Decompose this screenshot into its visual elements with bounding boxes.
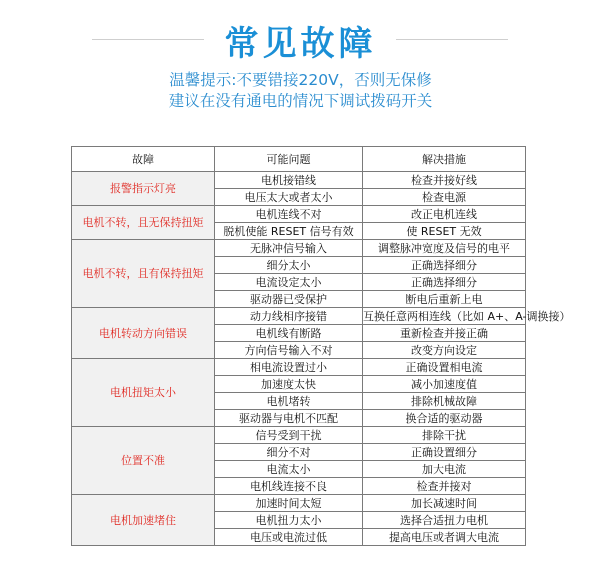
table-row [72,427,526,444]
notice-line-2: 建议在没有通电的情况下调试拨码开关 [168,92,433,110]
cause-cell: 电压或电流过低 [215,529,363,546]
notice-line-1: 温馨提示:不要错接220V，否则无保修 [169,71,432,89]
fault-cell: 电机不转，且有保持扭矩 [72,240,215,308]
solution-cell: 正确设置相电流 [363,359,526,376]
cause-cell: 驱动器已受保护 [215,291,363,308]
solution-cell: 检查并接好线 [363,172,526,189]
solution-cell: 减小加速度值 [363,376,526,393]
solution-cell: 调整脉冲宽度及信号的电平 [363,240,526,257]
solution-cell: 提高电压或者调大电流 [363,529,526,546]
fault-cell: 电机不转，且无保持扭矩 [72,206,215,240]
solution-cell: 检查电源 [363,189,526,206]
cause-cell: 电机接错线 [215,172,363,189]
solution-cell: 换合适的驱动器 [363,410,526,427]
fault-table-body [72,172,571,546]
fault-cell: 位置不准 [72,427,215,495]
cause-cell: 电机线连接不良 [215,478,363,495]
cause-cell: 信号受到干扰 [215,427,363,444]
solution-cell: 断电后重新上电 [363,291,526,308]
header-solution: 解决措施 [363,147,526,172]
cause-cell: 电压太大或者太小 [215,189,363,206]
cause-cell: 动力线相序接错 [215,308,363,325]
cause-cell: 电流设定太小 [215,274,363,291]
table-row [72,308,526,325]
cause-cell: 加速度太快 [215,376,363,393]
title-divider-right [396,39,508,40]
warning-notice [0,70,601,112]
cause-cell: 相电流设置过小 [215,359,363,376]
header-cause: 可能问题 [215,147,363,172]
cause-cell: 细分太小 [215,257,363,274]
solution-cell: 选择合适扭力电机 [363,512,526,529]
table-row [72,206,526,223]
solution-cell: 互换任意两相连线（比如 A+、A-调换接） [363,309,571,323]
solution-cell: 检查并接对 [363,478,526,495]
title-row [0,14,601,64]
solution-cell: 加长减速时间 [363,495,526,512]
header-fault: 故障 [72,147,215,172]
solution-cell: 重新检查并接正确 [363,325,526,342]
cause-cell: 电机扭力太小 [215,512,363,529]
page-title: 常见故障 [224,24,377,64]
cause-cell: 方向信号输入不对 [215,342,363,359]
solution-cell: 加大电流 [363,461,526,478]
table-row [72,495,526,512]
table-row [72,359,526,376]
solution-cell: 正确设置细分 [363,444,526,461]
solution-cell: 排除机械故障 [363,393,526,410]
solution-cell: 改正电机连线 [363,206,526,223]
cause-cell: 细分不对 [215,444,363,461]
fault-cell: 报警指示灯亮 [72,172,215,206]
fault-table [71,146,571,546]
cause-cell: 电机线有断路 [215,325,363,342]
table-row [72,240,526,257]
cause-cell: 电机连线不对 [215,206,363,223]
fault-cell: 电机扭矩太小 [72,359,215,427]
cause-cell: 电流太小 [215,461,363,478]
fault-cell: 电机转动方向错误 [72,308,215,359]
cause-cell: 加速时间太短 [215,495,363,512]
cause-cell: 电机堵转 [215,393,363,410]
cause-cell: 驱动器与电机不匹配 [215,410,363,427]
solution-cell: 正确选择细分 [363,274,526,291]
solution-cell: 使 RESET 无效 [363,223,526,240]
solution-cell: 排除干扰 [363,427,526,444]
solution-cell: 改变方向设定 [363,342,526,359]
fault-cell: 电机加速堵住 [72,495,215,546]
cause-cell: 脱机使能 RESET 信号有效 [215,223,363,240]
cause-cell: 无脉冲信号输入 [215,240,363,257]
table-row [72,172,526,189]
table-header-row [72,147,526,172]
solution-cell: 正确选择细分 [363,257,526,274]
